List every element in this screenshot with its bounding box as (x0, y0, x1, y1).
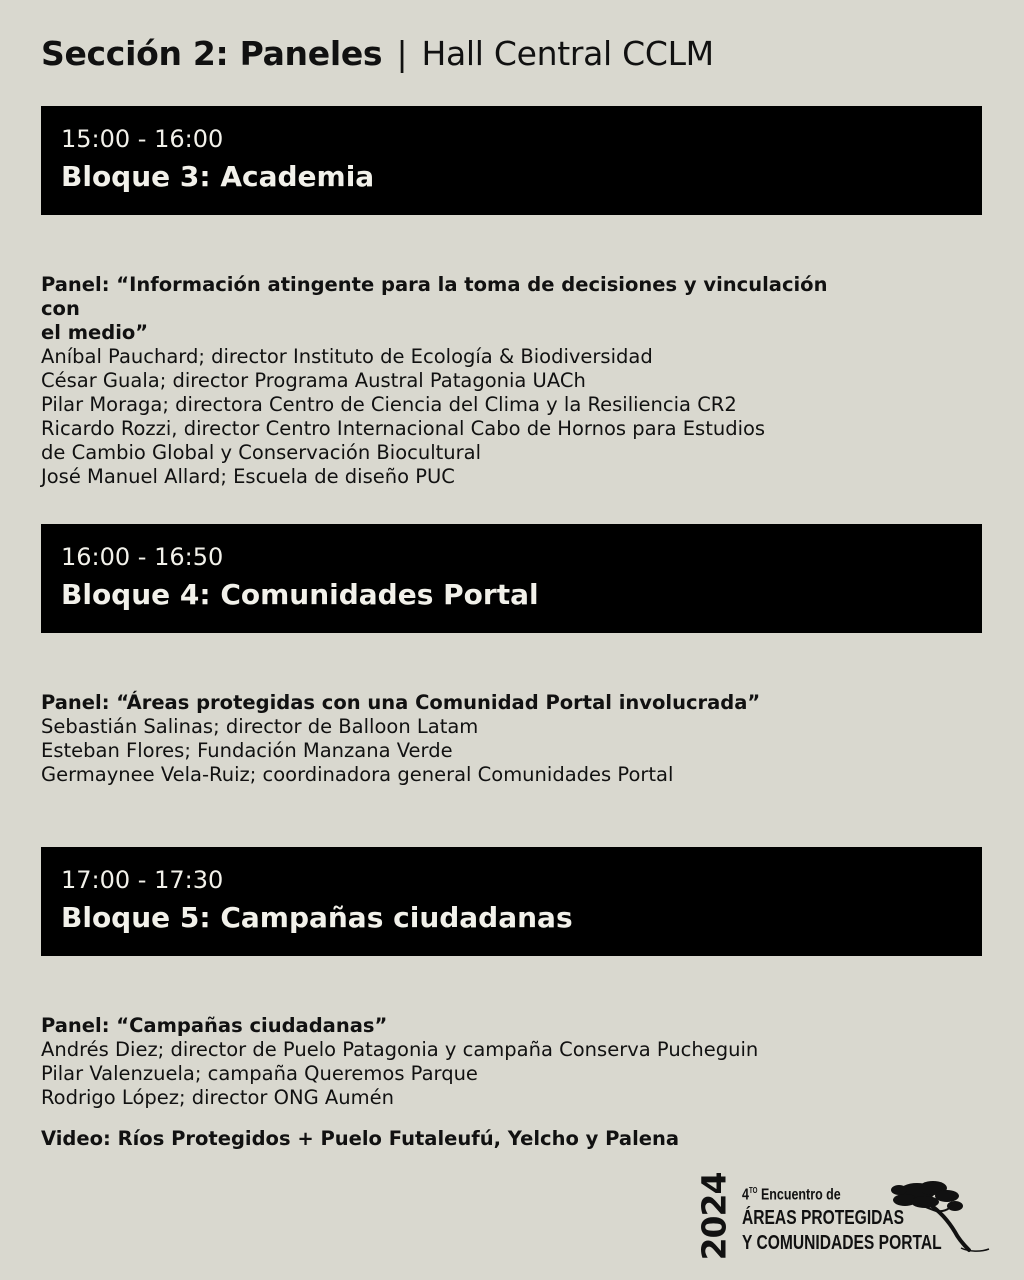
logo-line-1-text: Encuentro de (760, 1186, 841, 1204)
section-title: Sección 2: Paneles (41, 34, 383, 73)
block-title: Bloque 5: Campañas ciudadanas (61, 901, 573, 934)
page-title (41, 32, 714, 76)
block-title: Bloque 4: Comunidades Portal (61, 578, 539, 611)
block-3-header (41, 106, 982, 215)
logo-line-3: Y COMUNIDADES PORTAL (742, 1232, 942, 1255)
speaker-line: Andrés Diez; director de Puelo Patagonia y campaña Conserva Pucheguin (41, 1038, 759, 1061)
panel-block-3 (41, 273, 841, 489)
tree-icon (889, 1178, 994, 1254)
panel-block-5 (41, 1014, 841, 1151)
logo-ordinal-suffix: TO (748, 1186, 758, 1195)
block-4-header (41, 524, 982, 633)
panel-title-line: Panel: “Información atingente para la toma de decisiones y vinculación con (41, 273, 828, 320)
panel-block-4 (41, 691, 841, 787)
logo-year (694, 1172, 734, 1260)
block-time: 16:00 - 16:50 (61, 543, 224, 571)
logo-line-2: ÁREAS PROTEGIDAS (742, 1207, 905, 1230)
speaker-line: Aníbal Pauchard; director Instituto de Ecología & Biodiversidad (41, 345, 653, 368)
block-5-header (41, 847, 982, 956)
block-time: 17:00 - 17:30 (61, 866, 224, 894)
speaker-line: Rodrigo López; director ONG Aumén (41, 1086, 394, 1109)
logo-ordinal-number: 4 (742, 1186, 749, 1204)
panel-title-line: el medio” (41, 321, 149, 344)
speaker-line: José Manuel Allard; Escuela de diseño PUC (41, 465, 455, 488)
speaker-line: César Guala; director Programa Austral Patagonia UACh (41, 369, 586, 392)
panel-title-line: Panel: “Campañas ciudadanas” (41, 1014, 388, 1037)
event-logo (694, 1172, 994, 1260)
venue-title: Hall Central CCLM (421, 34, 714, 73)
block-title: Bloque 3: Academia (61, 160, 375, 193)
speaker-line: de Cambio Global y Conservación Biocultural (41, 441, 482, 464)
speaker-line: Pilar Valenzuela; campaña Queremos Parque (41, 1062, 478, 1085)
speaker-line: Pilar Moraga; directora Centro de Ciencia del Clima y la Resiliencia CR2 (41, 393, 737, 416)
panel-title-line: Panel: “Áreas protegidas con una Comunidad Portal involucrada” (41, 691, 761, 714)
block-time: 15:00 - 16:00 (61, 125, 224, 153)
speaker-line: Germaynee Vela-Ruiz; coordinadora general Comunidades Portal (41, 763, 674, 786)
speaker-line: Esteban Flores; Fundación Manzana Verde (41, 739, 453, 762)
speaker-line: Sebastián Salinas; director de Balloon Latam (41, 715, 479, 738)
title-separator: | (396, 34, 408, 73)
video-line: Video: Ríos Protegidos + Puelo Futaleufú, Yelcho y Palena (41, 1127, 680, 1150)
logo-year-text: 2024 (694, 1172, 734, 1260)
speaker-line: Ricardo Rozzi, director Centro Internacional Cabo de Hornos para Estudios (41, 417, 766, 440)
